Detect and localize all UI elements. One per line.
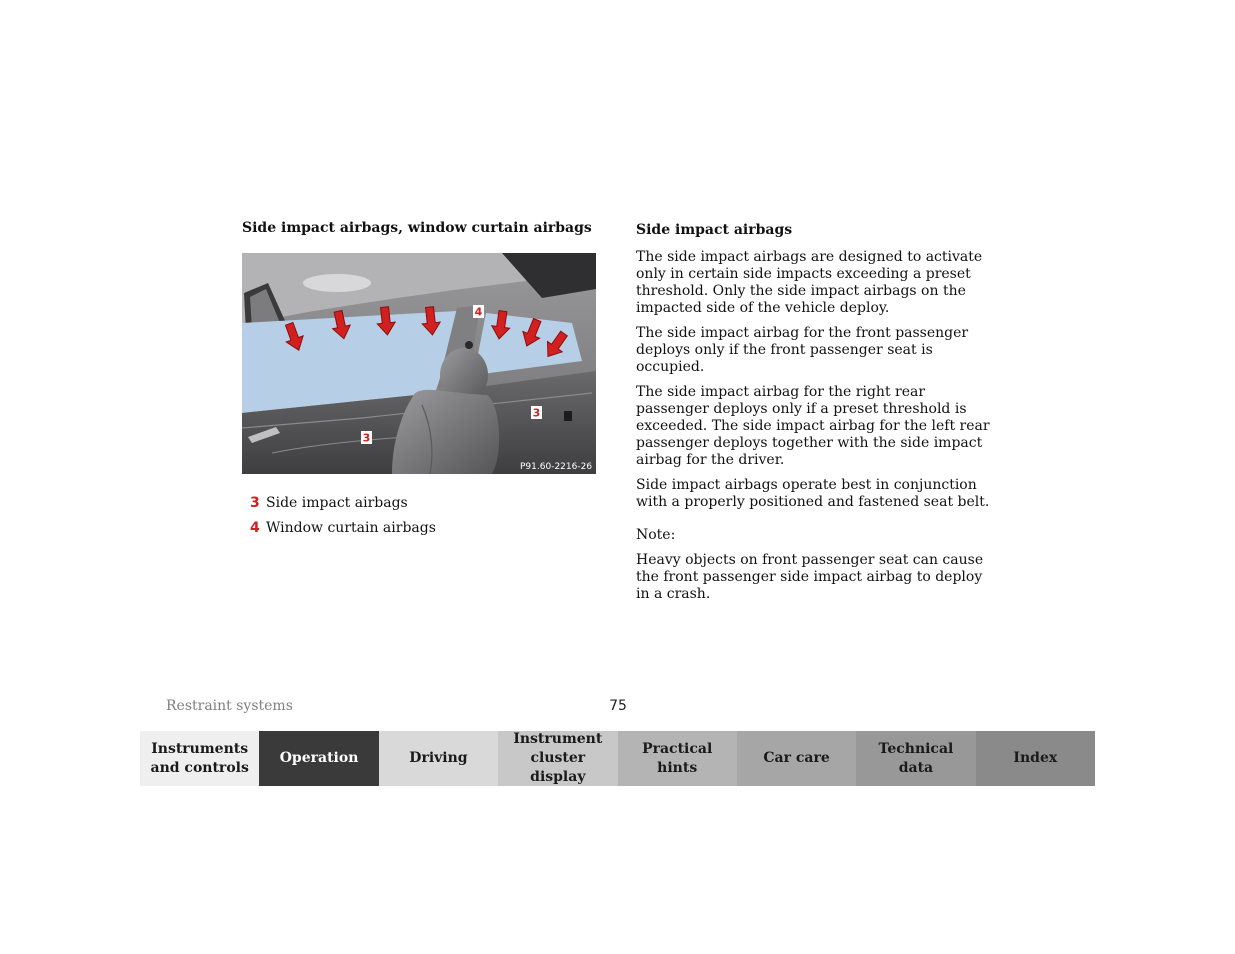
tab-driving[interactable]: Driving — [379, 731, 498, 786]
svg-text:4: 4 — [474, 305, 483, 319]
tab-technical-data[interactable]: Technical data — [856, 731, 975, 786]
airbag-illustration — [242, 253, 596, 474]
callout-label — [361, 431, 372, 445]
tab-instruments-and-controls[interactable]: Instruments and controls — [140, 731, 259, 786]
note-label: Note: — [636, 527, 676, 543]
svg-text:3: 3 — [362, 431, 371, 445]
figure-code: P91.60-2216-26 — [520, 462, 593, 472]
body-paragraph: Side impact airbags operate best in conjunction with a properly positioned and fastened seat belt. — [636, 477, 990, 510]
legend-number: 4 — [250, 519, 260, 536]
legend-item — [250, 515, 436, 540]
right-column — [636, 220, 996, 611]
tab-practical-hints[interactable]: Practical hints — [618, 731, 737, 786]
footer-section-title: Restraint systems — [166, 698, 293, 714]
figure-legend — [250, 490, 436, 540]
legend-item — [250, 490, 436, 515]
car-interior-image — [242, 253, 596, 474]
left-section-heading: Side impact airbags, window curtain airbags — [242, 220, 592, 236]
body-paragraph: The side impact airbags are designed to activate only in certain side impacts exceeding a preset threshold. Only the side impact airbags on the impacted side of the vehicle deploy. — [636, 249, 983, 316]
tab-index[interactable]: Index — [976, 731, 1095, 786]
svg-text:3: 3 — [532, 406, 541, 420]
page-number: 75 — [609, 698, 627, 714]
section-heading: Side impact airbags — [636, 222, 793, 238]
callout-label — [473, 305, 484, 319]
legend-text: Side impact airbags — [266, 494, 408, 511]
note-text: Heavy objects on front passenger seat can cause the front passenger side impact airbag to deploy in a crash. — [636, 552, 984, 602]
legend-text: Window curtain airbags — [266, 519, 436, 536]
chapter-navigation — [140, 731, 1095, 786]
legend-number: 3 — [250, 494, 260, 511]
callout-label — [531, 406, 542, 420]
body-paragraph: The side impact airbag for the front passenger deploys only if the front passenger seat is occupied. — [636, 325, 969, 375]
tab-operation[interactable]: Operation — [259, 731, 378, 786]
tab-instrument-cluster-display[interactable]: Instrument cluster display — [498, 731, 617, 786]
tab-car-care[interactable]: Car care — [737, 731, 856, 786]
body-paragraph: The side impact airbag for the right rear passenger deploys only if a preset threshold is exceeded. The side impact airbag for the left rear passenger deploys together with the side impact airbag for the driver. — [636, 384, 990, 468]
